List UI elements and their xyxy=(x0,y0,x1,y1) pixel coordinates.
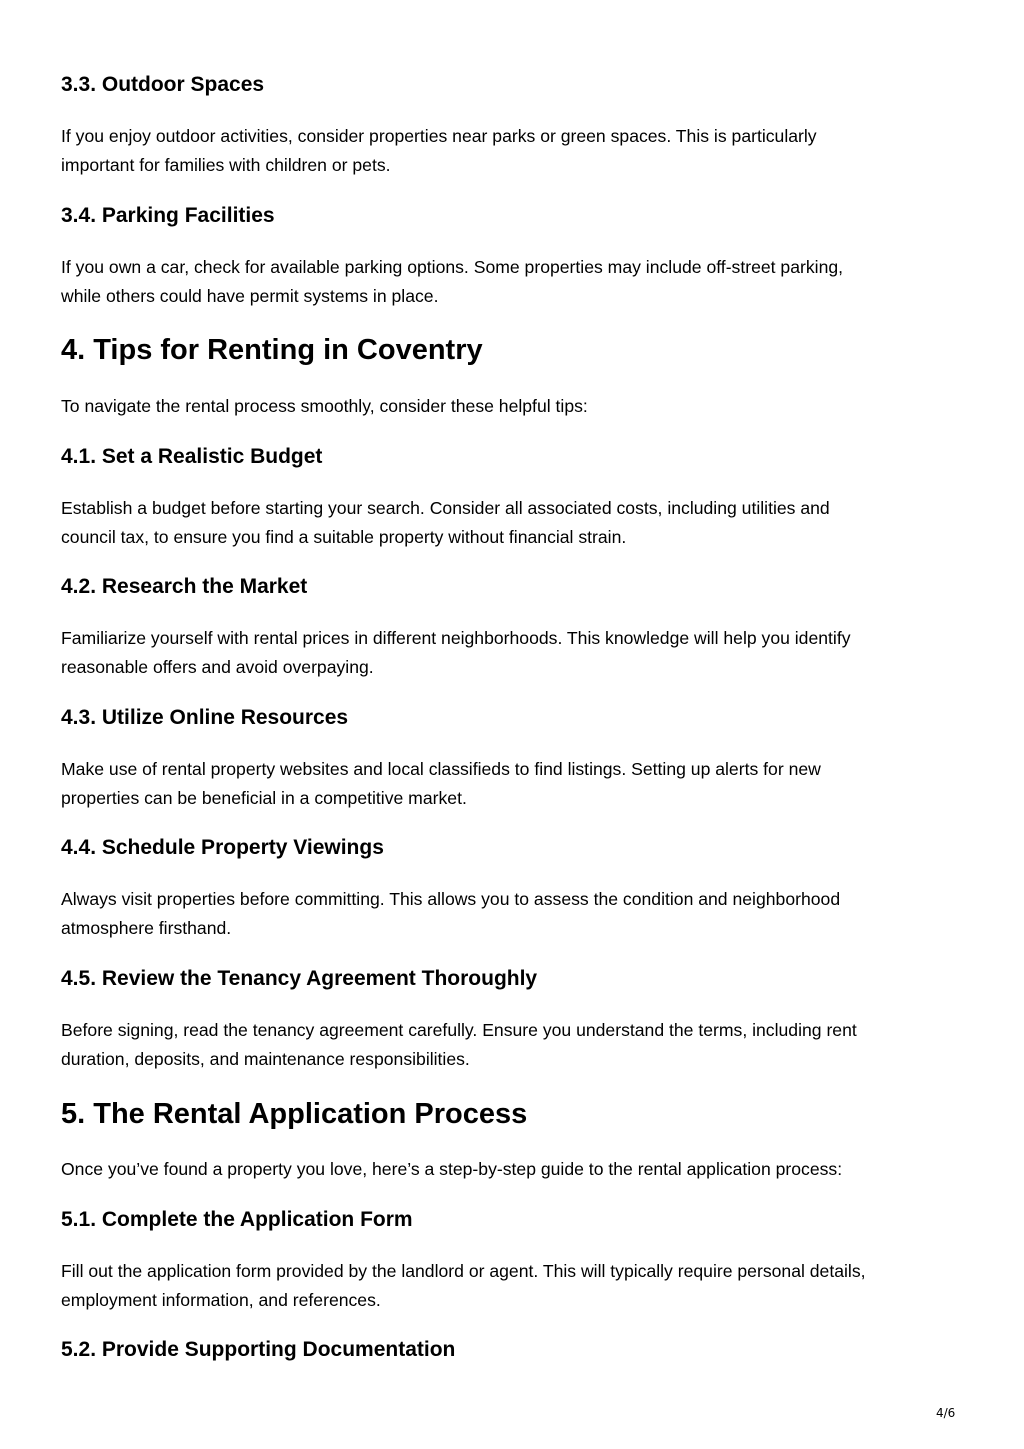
page-number: 4/6 xyxy=(936,1406,956,1420)
paragraph-line: while others could have permit systems in place. xyxy=(61,285,439,306)
paragraph-line: Make use of rental property websites and local classifieds to find listings. Setting up alerts for new xyxy=(61,759,821,779)
section-heading-4-5: 4.5. Review the Tenancy Agreement Thoroughly xyxy=(61,967,538,990)
paragraph-line: council tax, to ensure you find a suitable property without financial strain. xyxy=(61,526,627,547)
paragraph-line: Fill out the application form provided by the landlord or agent. This will typically require personal details, xyxy=(61,1261,866,1281)
paragraph-line: Once you’ve found a property you love, here’s a step-by-step guide to the rental application process: xyxy=(61,1159,843,1179)
section-paragraph-5-1 xyxy=(61,1257,961,1314)
section-heading-5-1: 5.1. Complete the Application Form xyxy=(61,1208,413,1231)
section-paragraph-4-4 xyxy=(61,885,961,942)
section-heading-4-2: 4.2. Research the Market xyxy=(61,575,308,598)
paragraph-line: To navigate the rental process smoothly, consider these helpful tips: xyxy=(61,396,588,416)
paragraph-line: atmosphere firsthand. xyxy=(61,917,232,938)
paragraph-line: If you enjoy outdoor activities, consider properties near parks or green spaces. This is particularly xyxy=(61,126,817,146)
section-paragraph-3-3 xyxy=(61,122,961,179)
section-paragraph-4-1 xyxy=(61,494,961,551)
section-paragraph-4-2 xyxy=(61,624,961,681)
paragraph-line: reasonable offers and avoid overpaying. xyxy=(61,656,374,677)
section-heading-4-4: 4.4. Schedule Property Viewings xyxy=(61,836,384,859)
section-heading-3-4: 3.4. Parking Facilities xyxy=(61,204,275,227)
section-paragraph-5 xyxy=(61,1155,961,1184)
paragraph-line: If you own a car, check for available parking options. Some properties may include off-street parking, xyxy=(61,257,844,277)
section-paragraph-4-3 xyxy=(61,755,961,812)
paragraph-line: important for families with children or pets. xyxy=(61,154,391,175)
paragraph-line: Establish a budget before starting your search. Consider all associated costs, including utilities and xyxy=(61,498,830,518)
section-heading-5-2: 5.2. Provide Supporting Documentation xyxy=(61,1338,456,1361)
paragraph-line: Always visit properties before committing. This allows you to assess the condition and neighborhood xyxy=(61,889,841,909)
section-heading-4: 4. Tips for Renting in Coventry xyxy=(61,334,483,366)
paragraph-line: Before signing, read the tenancy agreement carefully. Ensure you understand the terms, including rent xyxy=(61,1020,857,1040)
section-heading-3-3: 3.3. Outdoor Spaces xyxy=(61,73,265,96)
section-heading-5: 5. The Rental Application Process xyxy=(61,1098,528,1130)
paragraph-line: properties can be beneficial in a competitive market. xyxy=(61,787,467,808)
paragraph-line: employment information, and references. xyxy=(61,1289,381,1310)
paragraph-line: Familiarize yourself with rental prices in different neighborhoods. This knowledge will help you identify xyxy=(61,628,851,648)
section-heading-4-1: 4.1. Set a Realistic Budget xyxy=(61,445,323,468)
section-paragraph-4-5 xyxy=(61,1016,961,1073)
paragraph-line: duration, deposits, and maintenance responsibilities. xyxy=(61,1048,470,1069)
section-paragraph-3-4 xyxy=(61,253,961,310)
section-paragraph-4 xyxy=(61,392,961,421)
section-heading-4-3: 4.3. Utilize Online Resources xyxy=(61,706,349,729)
